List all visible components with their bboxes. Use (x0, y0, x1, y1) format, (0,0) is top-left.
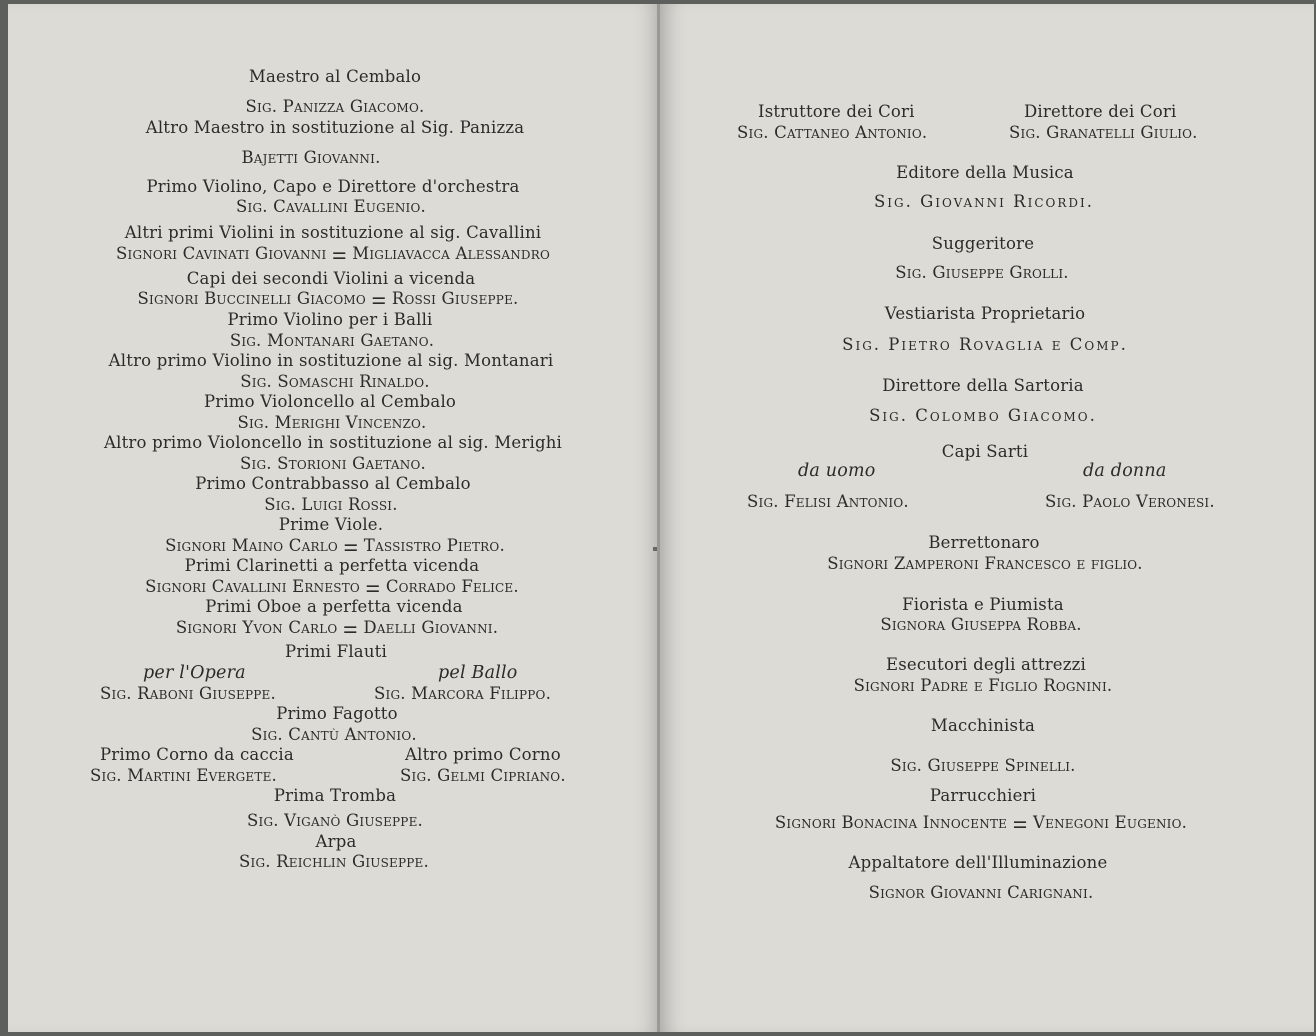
colombo-name: Sig. Colombo Giacomo. (869, 406, 1097, 425)
reichlin-name: Sig. Reichlin Giuseppe. (239, 852, 429, 871)
contrabbasso-heading: Primo Contrabbasso al Cembalo (195, 474, 471, 493)
parrucchieri-heading: Parrucchieri (929, 786, 1037, 805)
grolli-name: Sig. Giuseppe Grolli. (895, 263, 1069, 282)
yvon-names: Signori Yvon Carlo ⚌ Daelli Giovanni. (175, 618, 499, 637)
marcora-name: Sig. Marcora Filippo. (374, 684, 552, 703)
rovaglia-name: Sig. Pietro Rovaglia e Comp. (842, 335, 1128, 354)
bajetti-name: Bajetti Giovanni. (241, 148, 381, 167)
cattaneo-name: Sig. Cattaneo Antonio. (737, 123, 928, 142)
corno-heading: Primo Corno da caccia (100, 745, 294, 764)
panizza-name: Sig. Panizza Giacomo. (245, 97, 425, 116)
violino-balli-heading: Primo Violino per i Balli (227, 310, 433, 329)
suggeritore-heading: Suggeritore (931, 234, 1035, 253)
viole-heading: Prime Viole. (278, 515, 384, 534)
direttore-sartoria-heading: Direttore della Sartoria (882, 376, 1084, 395)
montanari-name: Sig. Montanari Gaetano. (229, 331, 435, 350)
zamperoni-names: Signori Zamperoni Francesco e figlio. (827, 554, 1143, 573)
maestro-cembalo-heading: Maestro al Cembalo (248, 67, 422, 86)
altro-violino-heading: Altro primo Violino in sostituzione al sig. Montanari (108, 351, 554, 370)
granatelli-name: Sig. Granatelli Giulio. (1009, 123, 1198, 142)
altri-primi-heading: Altri primi Violini in sostituzione al sig. Cavallini (124, 223, 542, 242)
editore-heading: Editore della Musica (896, 163, 1074, 182)
right-page (660, 4, 1314, 1032)
ricordi-name: Sig. Giovanni Ricordi. (874, 192, 1094, 211)
violoncello-heading: Primo Violoncello al Cembalo (203, 392, 457, 411)
direttore-cori-heading: Direttore dei Cori (1024, 102, 1177, 121)
appaltatore-heading: Appaltatore dell'Illuminazione (848, 853, 1108, 872)
cavinati-names: Signori Cavinati Giovanni ⚌ Migliavacca Alessandro (116, 244, 550, 263)
berrettonaro-heading: Berrettonaro (928, 533, 1040, 552)
left-page (8, 4, 660, 1032)
capi-sarti-heading: Capi Sarti (941, 442, 1029, 461)
vigano-name: Sig. Viganò Giuseppe. (247, 811, 423, 830)
primo-violino-heading: Primo Violino, Capo e Direttore d'orchestra (146, 177, 520, 196)
gelmi-name: Sig. Gelmi Cipriano. (400, 766, 566, 785)
clarinetti-heading: Primi Clarinetti a perfetta vicenda (184, 556, 480, 575)
cavallini-name: Sig. Cavallini Eugenio. (236, 197, 426, 216)
macchinista-heading: Macchinista (930, 716, 1036, 735)
altro-corno-heading: Altro primo Corno (405, 745, 561, 764)
rognini-names: Signori Padre e Figlio Rognini. (853, 676, 1113, 695)
capi-secondi-heading: Capi dei secondi Violini a vicenda (186, 269, 476, 288)
vestiarista-heading: Vestiarista Proprietario (884, 304, 1086, 323)
fiorista-heading: Fiorista e Piumista (902, 595, 1064, 614)
spinelli-name: Sig. Giuseppe Spinelli. (890, 756, 1076, 775)
martini-name: Sig. Martini Evergete. (90, 766, 277, 785)
merighi-name: Sig. Merighi Vincenzo. (237, 413, 427, 432)
altro-violoncello-heading: Altro primo Violoncello in sostituzione al sig. Merighi (103, 433, 563, 452)
fagotto-heading: Primo Fagotto (276, 704, 398, 723)
rossi-name: Sig. Luigi Rossi. (264, 495, 398, 514)
felisi-name: Sig. Felisi Antonio. (747, 492, 909, 511)
da-uomo-subheading: da uomo (798, 461, 876, 481)
buccinelli-names: Signori Buccinelli Giacomo ⚌ Rossi Giuseppe. (137, 289, 519, 308)
cantu-name: Sig. Cantù Antonio. (251, 725, 417, 744)
istruttore-heading: Istruttore dei Cori (758, 102, 915, 121)
maino-names: Signori Maino Carlo ⚌ Tassistro Pietro. (165, 536, 505, 555)
esecutori-heading: Esecutori degli attrezzi (885, 655, 1087, 674)
bonacina-names: Signori Bonacina Innocente ⚌ Venegoni Eugenio. (774, 813, 1188, 832)
flauti-heading: Primi Flauti (285, 642, 387, 661)
oboe-heading: Primi Oboe a perfetta vicenda (205, 597, 463, 616)
arpa-heading: Arpa (315, 832, 357, 851)
pel-ballo-subheading: pel Ballo (438, 663, 518, 683)
storioni-name: Sig. Storioni Gaetano. (240, 454, 426, 473)
carignani-name: Signor Giovanni Carignani. (868, 883, 1094, 902)
robba-name: Signora Giuseppa Robba. (880, 615, 1082, 634)
per-opera-subheading: per l'Opera (143, 663, 246, 683)
tromba-heading: Prima Tromba (273, 786, 397, 805)
altro-maestro-heading: Altro Maestro in sostituzione al Sig. Panizza (145, 118, 525, 137)
da-donna-subheading: da donna (1083, 461, 1167, 481)
cavallini-ernesto-names: Signori Cavallini Ernesto ⚌ Corrado Felice. (145, 577, 519, 596)
raboni-name: Sig. Raboni Giuseppe. (100, 684, 276, 703)
somaschi-name: Sig. Somaschi Rinaldo. (240, 372, 430, 391)
veronesi-name: Sig. Paolo Veronesi. (1045, 492, 1215, 511)
